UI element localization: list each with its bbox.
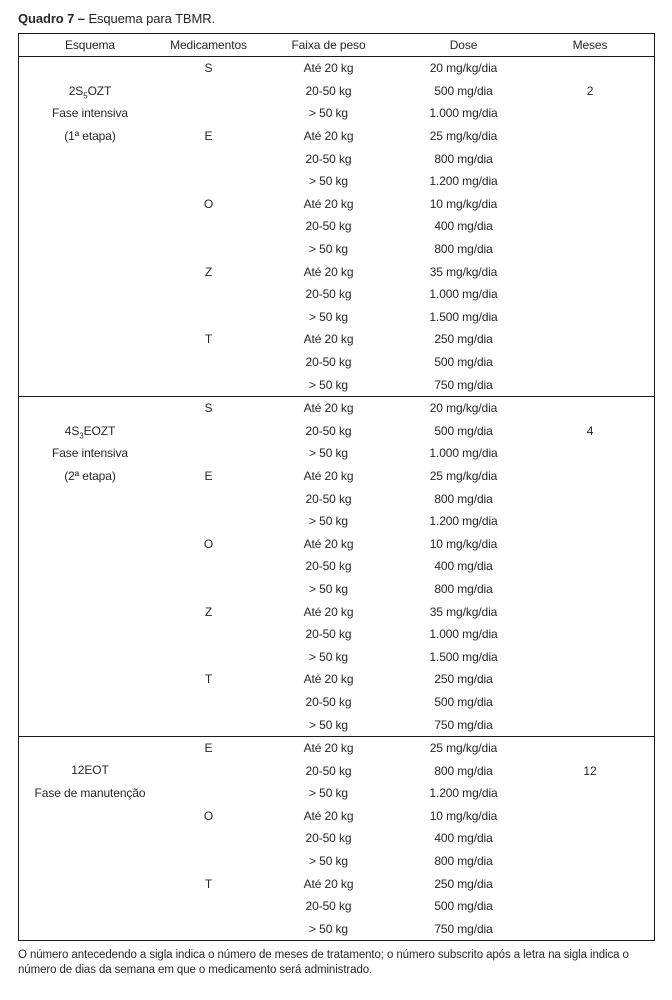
dose-value: 800 mg/dia <box>434 854 493 869</box>
weight-range: > 50 kg <box>309 377 348 392</box>
drug-letter: Z <box>204 604 213 619</box>
phase-label: Fase intensiva <box>52 106 128 121</box>
regimen-code-suffix: EOZT <box>83 423 116 438</box>
regimen-code <box>19 80 161 103</box>
dose-value: 35 mg/kg/dia <box>429 604 498 619</box>
drug-letter: T <box>204 672 213 687</box>
dose-value: 10 mg/kg/dia <box>429 536 498 551</box>
weight-range: 20-50 kg <box>305 559 352 574</box>
column-header-medicamentos: Medicamentos <box>170 38 247 52</box>
weight-range: 20-50 kg <box>305 355 352 370</box>
weight-range: > 50 kg <box>309 921 348 936</box>
weight-range: Até 20 kg <box>303 468 354 483</box>
esquema-cell <box>19 57 161 396</box>
weight-range: > 50 kg <box>309 854 348 869</box>
weight-range: 20-50 kg <box>305 491 352 506</box>
dose-value: 1.200 mg/dia <box>429 786 498 801</box>
caption-text: Esquema para TBMR. <box>88 11 216 26</box>
dose-value: 1.000 mg/dia <box>429 627 498 642</box>
weight-range: 20-50 kg <box>305 627 352 642</box>
dose-value: 800 mg/dia <box>434 763 493 778</box>
drug-letter: O <box>203 196 214 211</box>
phase-label: Fase de manutenção <box>34 786 146 800</box>
weight-range: Até 20 kg <box>303 196 354 211</box>
dose-value: 25 mg/kg/dia <box>429 741 498 756</box>
weight-range: 20-50 kg <box>305 83 352 98</box>
dose-value: 400 mg/dia <box>434 559 493 574</box>
phase-label: Fase intensiva <box>52 446 128 461</box>
weight-range: Até 20 kg <box>303 808 354 823</box>
dose-value: 1.000 mg/dia <box>429 106 498 121</box>
table-section <box>19 397 654 737</box>
regimen-code-subscript: 5 <box>83 90 88 100</box>
dose-value: 25 mg/kg/dia <box>429 129 498 144</box>
weight-range: > 50 kg <box>309 514 348 529</box>
weight-range: Até 20 kg <box>303 129 354 144</box>
drug-letter: E <box>204 129 213 144</box>
meses-value: 4 <box>586 423 594 438</box>
weight-range: > 50 kg <box>309 174 348 189</box>
dose-value: 1.500 mg/dia <box>429 649 498 664</box>
dose-value: 500 mg/dia <box>434 355 493 370</box>
weight-range: 20-50 kg <box>305 694 352 709</box>
weight-range: 20-50 kg <box>305 899 352 914</box>
regimen-code <box>19 759 161 782</box>
dose-value: 35 mg/kg/dia <box>429 264 498 279</box>
weight-range: > 50 kg <box>309 242 348 257</box>
weight-range: Até 20 kg <box>303 672 354 687</box>
dose-value: 800 mg/dia <box>434 491 493 506</box>
dose-value: 800 mg/dia <box>434 581 493 596</box>
dose-value: 500 mg/dia <box>434 694 493 709</box>
weight-range: > 50 kg <box>309 649 348 664</box>
dose-value: 1.500 mg/dia <box>429 309 498 324</box>
dose-value: 1.000 mg/dia <box>429 446 498 461</box>
drug-letter: T <box>204 876 213 891</box>
dose-value: 250 mg/dia <box>434 876 493 891</box>
esquema-cell <box>19 737 161 940</box>
table-section <box>19 737 654 940</box>
weight-range: 20-50 kg <box>305 831 352 846</box>
dose-value: 25 mg/kg/dia <box>429 468 498 483</box>
dose-value: 400 mg/dia <box>434 219 493 234</box>
drug-letter: E <box>204 468 213 483</box>
dose-table <box>18 33 655 941</box>
dose-value: 1.200 mg/dia <box>429 174 498 189</box>
weight-range: > 50 kg <box>309 106 348 121</box>
dose-value: 250 mg/dia <box>434 672 493 687</box>
weight-range: > 50 kg <box>309 717 348 732</box>
drug-letter: S <box>204 61 213 76</box>
dose-value: 20 mg/kg/dia <box>429 401 498 416</box>
weight-range: 20-50 kg <box>305 287 352 302</box>
drug-letter: Z <box>204 264 213 279</box>
dose-value: 500 mg/dia <box>434 83 493 98</box>
weight-range: Até 20 kg <box>303 332 354 347</box>
phase-label: (1ª etapa) <box>64 128 116 143</box>
dose-value: 800 mg/dia <box>434 242 493 257</box>
weight-range: 20-50 kg <box>305 151 352 166</box>
weight-range: Até 20 kg <box>303 876 354 891</box>
regimen-code <box>19 420 161 443</box>
weight-range: > 50 kg <box>309 581 348 596</box>
table-body <box>19 57 654 940</box>
weight-range: Até 20 kg <box>303 741 354 756</box>
column-header-dose: Dose <box>449 38 478 52</box>
regimen-code-prefix: 12EOT <box>71 763 109 778</box>
table-caption <box>18 11 215 26</box>
meses-value: 2 <box>586 83 594 98</box>
dose-value: 10 mg/kg/dia <box>429 196 498 211</box>
drug-letter: S <box>204 401 213 416</box>
caption-number: Quadro 7 – <box>18 11 85 26</box>
drug-letter: T <box>204 332 213 347</box>
dose-value: 20 mg/kg/dia <box>429 61 498 76</box>
drug-letter: O <box>203 536 214 551</box>
drug-letter: O <box>203 808 214 823</box>
table-header-row <box>19 34 654 57</box>
column-header-esquema: Esquema <box>65 38 115 52</box>
dose-value: 750 mg/dia <box>434 921 493 936</box>
regimen-code-subscript: 3 <box>79 430 84 440</box>
weight-range: Até 20 kg <box>303 264 354 279</box>
table-section <box>19 57 654 397</box>
weight-range: Até 20 kg <box>303 401 354 416</box>
weight-range: Até 20 kg <box>303 61 354 76</box>
dose-value: 500 mg/dia <box>434 899 493 914</box>
dose-value: 800 mg/dia <box>434 151 493 166</box>
phase-label: (2ª etapa) <box>64 468 116 483</box>
table-footnote: O número antecedendo a sigla indica o número de meses de tratamento; o número subscrito após a letra na sigla indica o número de dias da semana em que o medicamento será administrado. <box>18 949 629 976</box>
regimen-code-suffix: OZT <box>87 83 112 98</box>
regimen-code-prefix: 2S <box>68 83 84 98</box>
weight-range: Até 20 kg <box>303 604 354 619</box>
dose-value: 250 mg/dia <box>434 332 493 347</box>
meses-value: 12 <box>583 763 597 778</box>
column-header-meses: Meses <box>572 38 608 52</box>
weight-range: > 50 kg <box>309 446 348 461</box>
dose-value: 500 mg/dia <box>434 423 493 438</box>
dose-value: 400 mg/dia <box>434 831 493 846</box>
weight-range: 20-50 kg <box>305 763 352 778</box>
weight-range: 20-50 kg <box>305 219 352 234</box>
weight-range: > 50 kg <box>309 309 348 324</box>
weight-range: Até 20 kg <box>303 536 354 551</box>
dose-value: 1.000 mg/dia <box>429 287 498 302</box>
dose-value: 750 mg/dia <box>434 377 493 392</box>
column-header-faixa-de-peso: Faixa de peso <box>291 38 366 52</box>
regimen-code-prefix: 4S <box>64 423 80 438</box>
weight-range: > 50 kg <box>309 786 348 801</box>
dose-value: 1.200 mg/dia <box>429 514 498 529</box>
dose-value: 10 mg/kg/dia <box>429 808 498 823</box>
weight-range: 20-50 kg <box>305 423 352 438</box>
dose-value: 750 mg/dia <box>434 717 493 732</box>
esquema-cell <box>19 397 161 736</box>
drug-letter: E <box>204 741 213 756</box>
